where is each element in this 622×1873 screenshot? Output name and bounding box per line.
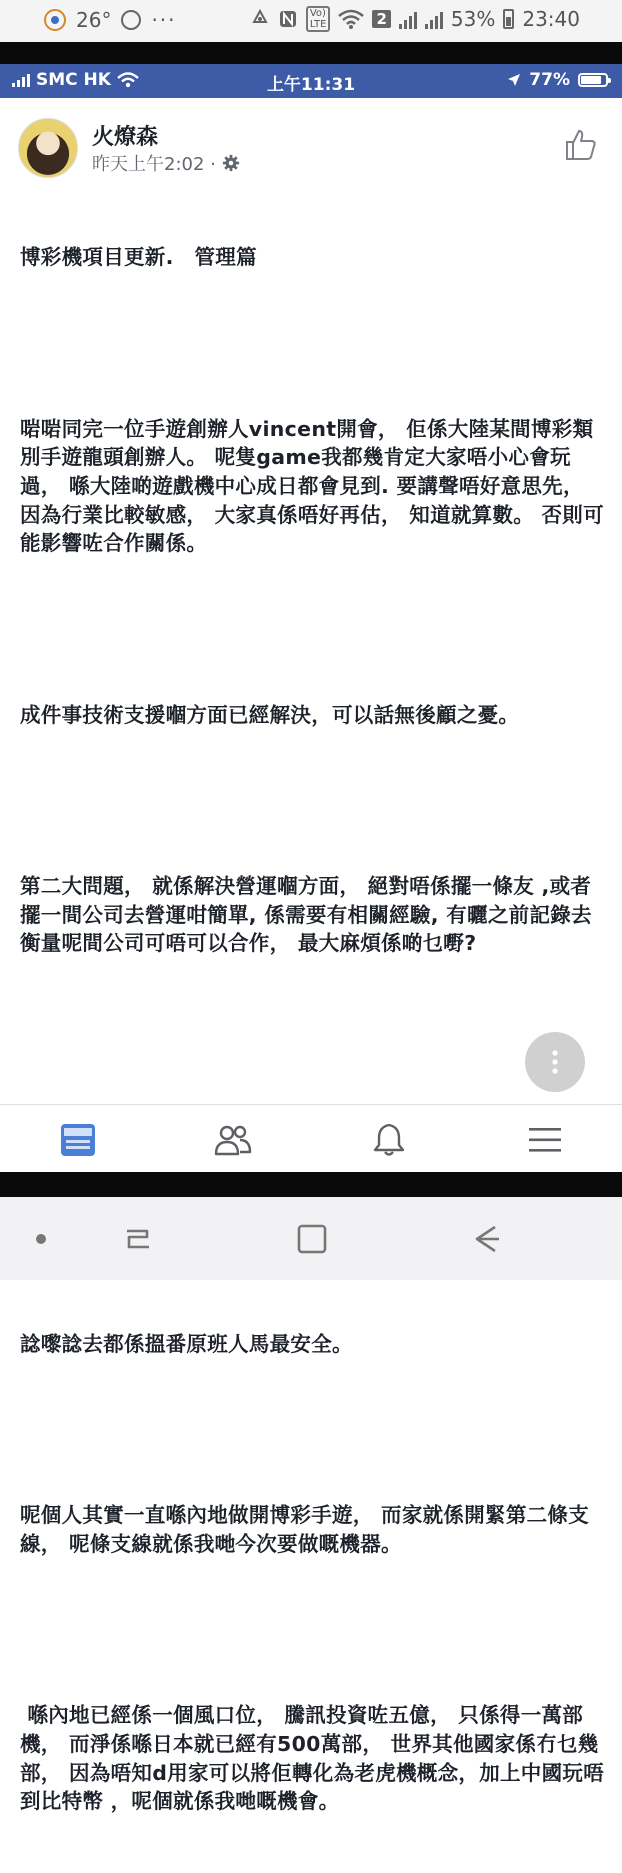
news-feed-icon — [60, 1123, 96, 1157]
author-name[interactable]: 火燎森 — [92, 125, 159, 150]
signal-icon — [399, 9, 417, 29]
android-nav-bar — [0, 1197, 622, 1280]
friends-icon — [214, 1123, 252, 1157]
ios-battery-icon — [578, 73, 608, 87]
post-header — [0, 98, 622, 184]
post-paragraph: 博彩機項目更新. 管理篇 — [20, 245, 257, 270]
nav-news-feed[interactable] — [59, 1121, 97, 1159]
temperature: 26° — [76, 8, 112, 32]
post-timestamp[interactable] — [92, 150, 240, 176]
more-notifications-icon: ··· — [151, 8, 177, 32]
post-body — [20, 186, 610, 1873]
nav-friends[interactable] — [214, 1121, 252, 1159]
carrier-name: SMC HK — [36, 70, 111, 90]
more-options-button[interactable] — [525, 1032, 585, 1092]
home-icon[interactable] — [295, 1223, 329, 1255]
ios-clock: 上午11:31 — [266, 75, 356, 95]
battery-percent: 53% — [450, 7, 496, 31]
post-paragraph: 諗嚟諗去都係搵番原班人馬最安全。 — [20, 1331, 353, 1356]
weather-icon — [44, 9, 66, 31]
nav-menu[interactable] — [526, 1121, 564, 1159]
volte-icon: Vo) LTE — [306, 6, 331, 32]
ios-status-bar — [0, 64, 622, 98]
recycle-icon — [250, 9, 270, 29]
post-paragraph: 啱啱同完一位手遊創辦人vincent開會， 佢係大陸某間博彩類別手遊龍頭創辦人。 呢隻game我都幾肯定大家唔小心會玩過， 喺大陸啲遊戲機中心成日都會見到. 要講聲唔好意思先， 因為行業比較敏感， 大家真係唔好再估， 知道就算數。 否則可能影響咗合作關係。 — [20, 416, 604, 556]
assistant-dot-icon[interactable] — [24, 1223, 58, 1255]
wifi-icon — [338, 9, 364, 29]
timestamp-text: 昨天上午2:02 · — [92, 154, 216, 175]
gear-icon — [222, 154, 240, 172]
post-paragraph: 成件事技術支援嗰方面已經解決，可以話無後顧之憂。 — [20, 702, 520, 727]
bottom-nav — [0, 1104, 622, 1173]
ios-battery-percent: 77% — [529, 70, 570, 90]
android-status-bar — [0, 0, 622, 42]
recents-icon[interactable] — [121, 1223, 155, 1255]
menu-icon — [528, 1126, 562, 1154]
more-vertical-icon — [551, 1049, 559, 1075]
bell-icon — [371, 1122, 407, 1158]
location-arrow-icon — [507, 73, 521, 87]
thumbs-up-icon[interactable] — [564, 128, 598, 162]
face-icon — [121, 10, 141, 30]
post-paragraph: 第二大問題， 就係解決營運嗰方面， 絕對唔係擺一條友 ,或者擺一間公司去營運咁簡單, 係需要有相關經驗, 有曬之前記錄去衡量呢間公司可唔可以合作， 最大麻煩係啲乜嘢? — [20, 874, 592, 956]
nav-notifications[interactable] — [370, 1121, 408, 1159]
signal-icon-2 — [425, 9, 443, 29]
avatar[interactable] — [18, 118, 78, 178]
nfc-icon — [278, 9, 298, 29]
post-paragraph: 喺內地已經係一個風口位， 騰訊投資咗五億， 只係得一萬部機， 而淨係喺日本就已經有500萬部， 世界其他國家係冇乜幾部， 因為唔知d用家可以將佢轉化為老虎機概念，加上中國玩唔到比特幣 ，呢個就係我哋嘅機會。 — [20, 1703, 605, 1814]
screenshot-border-top — [0, 42, 622, 64]
back-icon[interactable] — [469, 1223, 503, 1255]
post-paragraph: 呢個人其實一直喺內地做開博彩手遊， 而家就係開緊第二條支線， 呢條支線就係我哋今次要做嘅機器。 — [20, 1503, 590, 1556]
sim-slot-badge: 2 — [372, 10, 390, 28]
battery-icon — [503, 9, 514, 29]
screenshot-border-bottom — [0, 1172, 622, 1197]
clock: 23:40 — [522, 7, 580, 31]
